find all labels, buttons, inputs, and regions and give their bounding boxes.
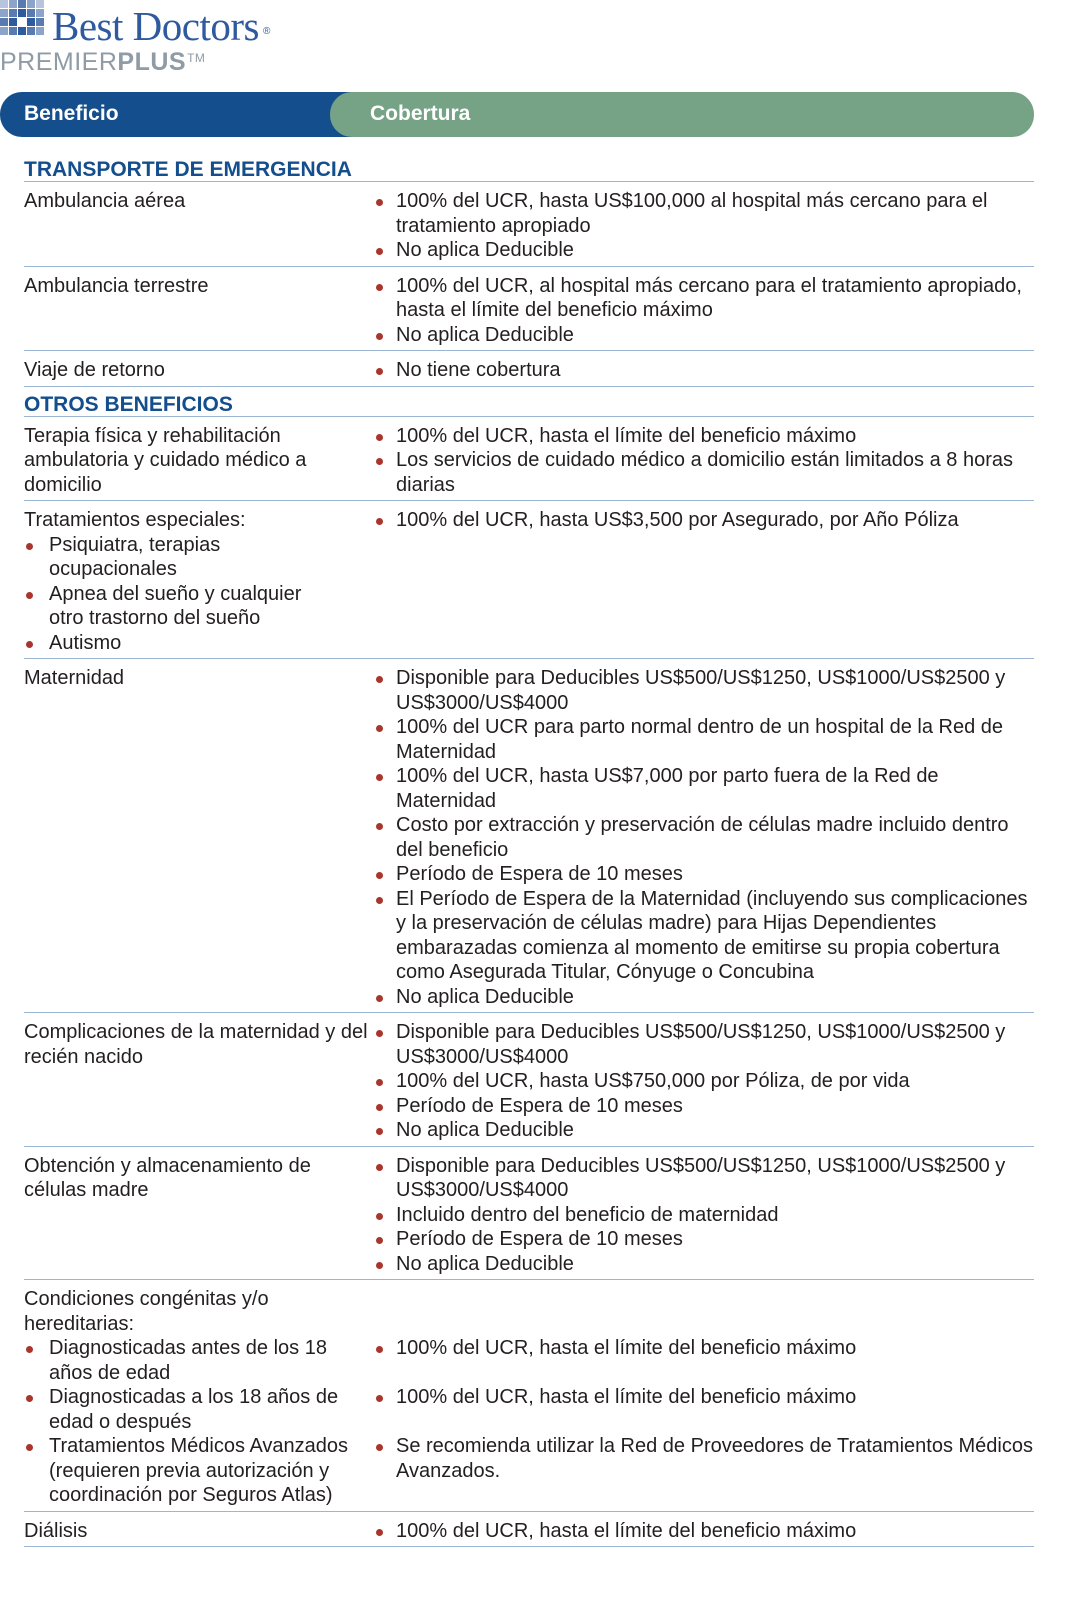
brand-subtitle	[0, 48, 205, 77]
coverage-item: No aplica Deducible	[372, 1252, 1034, 1277]
header-benefit	[0, 92, 380, 137]
benefit-label: Terapia física y rehabilitación ambulatoria y cuidado médico a domicilio	[24, 424, 307, 496]
bullet-icon	[376, 458, 383, 465]
coverage-cell	[370, 508, 1034, 655]
coverage-item: 100% del UCR, hasta US$750,000 por Póliza, de por vida	[372, 1069, 1034, 1094]
coverage-item: No aplica Deducible	[372, 1118, 1034, 1143]
bullet-icon	[26, 1395, 33, 1402]
coverage-item: Incluido dentro del beneficio de maternidad	[372, 1203, 1034, 1228]
bullet-icon	[376, 434, 383, 441]
header-coverage	[330, 92, 1034, 137]
bullet-icon	[26, 1444, 33, 1451]
bullet-icon	[376, 823, 383, 830]
coverage-cell	[370, 358, 1034, 383]
benefit-subitem: Psiquiatra, terapias ocupacionales	[24, 533, 324, 582]
benefit-subitem: Diagnosticadas antes de los 18 años de edad	[24, 1336, 354, 1385]
coverage-item: 100% del UCR para parto normal dentro de un hospital de la Red de Maternidad	[372, 715, 1034, 764]
coverage-item: Disponible para Deducibles US$500/US$1250, US$1000/US$2500 y US$3000/US$4000	[372, 1154, 1034, 1203]
bullet-icon	[26, 543, 33, 550]
coverage-cell	[370, 1519, 1034, 1544]
coverage-item: Disponible para Deducibles US$500/US$1250, US$1000/US$2500 y US$3000/US$4000	[372, 666, 1034, 715]
benefit-label: Tratamientos especiales:	[24, 509, 246, 531]
bullet-icon	[376, 248, 383, 255]
table-row-congenital	[24, 1280, 1034, 1512]
benefit-subitem: Tratamientos Médicos Avanzados (requieren previa autorización y coordinación por Seguros Atlas)	[24, 1434, 354, 1508]
bullet-icon	[376, 199, 383, 206]
brand-registered-mark: ®	[263, 26, 271, 37]
bullet-icon	[376, 1529, 383, 1536]
coverage-item: 100% del UCR, hasta US$3,500 por Asegurado, por Año Póliza	[372, 508, 1034, 533]
coverage-cell	[370, 189, 1034, 263]
benefit-label: Ambulancia terrestre	[24, 274, 209, 297]
bullet-icon	[376, 1213, 383, 1220]
coverage-cell	[370, 424, 1034, 498]
benefit-label: Maternidad	[24, 667, 125, 689]
benefit-label: Ambulancia aérea	[24, 190, 186, 212]
benefit-label: Condiciones congénitas y/o hereditarias:	[24, 1288, 269, 1335]
coverage-item: 100% del UCR, al hospital más cercano para el tratamiento apropiado, hasta el límite del beneficio máximo	[372, 274, 1034, 323]
table-row-air-ambulance	[24, 182, 1034, 267]
coverage-cell	[370, 274, 1034, 348]
coverage-item: No aplica Deducible	[372, 238, 1034, 263]
coverage-item: No tiene cobertura	[372, 358, 1034, 383]
bullet-icon	[26, 641, 33, 648]
table-row-complications	[24, 1013, 1034, 1147]
benefit-label: Obtención y almacenamiento de células madre	[24, 1154, 311, 1201]
bullet-icon	[376, 872, 383, 879]
bullet-icon	[376, 1030, 383, 1037]
table-row-stem-cells	[24, 1147, 1034, 1281]
table-row-maternity	[24, 659, 1034, 1013]
coverage-item: El Período de Espera de la Maternidad (incluyendo sus complicaciones y la preservación de células madre) para Hijas Dependientes embarazadas comienza al momento de emitirse su propia cobertura como Asegurada Titular, Cónyuge o Concubina	[372, 887, 1034, 985]
coverage-item: Los servicios de cuidado médico a domicilio están limitados a 8 horas diarias	[372, 448, 1034, 497]
coverage-item: 100% del UCR, hasta el límite del beneficio máximo	[372, 1385, 1034, 1410]
coverage-item: No aplica Deducible	[372, 985, 1034, 1010]
logo-grid-icon	[0, 0, 46, 40]
bullet-icon	[376, 774, 383, 781]
bullet-icon	[376, 1395, 383, 1402]
brand-name: Best Doctors	[52, 3, 259, 49]
benefit-subitem: Diagnosticadas a los 18 años de edad o después	[24, 1385, 354, 1434]
brand-logo	[0, 0, 300, 80]
table-row-therapy	[24, 417, 1034, 502]
coverage-cell	[370, 1020, 1034, 1143]
benefit-label: Complicaciones de la maternidad y del recién nacido	[24, 1021, 368, 1068]
bullet-icon	[376, 1104, 383, 1111]
bullet-icon	[376, 995, 383, 1002]
coverage-item: Período de Espera de 10 meses	[372, 1094, 1034, 1119]
coverage-cell	[370, 1287, 1034, 1508]
bullet-icon	[376, 1079, 383, 1086]
brand-sub-light: PREMIER	[0, 48, 118, 76]
coverage-item: 100% del UCR, hasta el límite del beneficio máximo	[372, 1336, 1034, 1361]
brand-sub-bold: PLUS	[117, 48, 187, 76]
bullet-icon	[376, 518, 383, 525]
coverage-item: Período de Espera de 10 meses	[372, 1227, 1034, 1252]
coverage-item: 100% del UCR, hasta el límite del beneficio máximo	[372, 1519, 1034, 1544]
bullet-icon	[376, 284, 383, 291]
bullet-icon	[376, 1444, 383, 1451]
coverage-item: 100% del UCR, hasta US$100,000 al hospital más cercano para el tratamiento apropiado	[372, 189, 1034, 238]
coverage-item: 100% del UCR, hasta el límite del beneficio máximo	[372, 424, 1034, 449]
bullet-icon	[376, 1164, 383, 1171]
benefits-table	[24, 152, 1034, 1547]
benefit-cell	[24, 508, 370, 655]
section-title-other: OTROS BENEFICIOS	[24, 387, 1034, 417]
table-row-ground-ambulance	[24, 267, 1034, 352]
coverage-item: Período de Espera de 10 meses	[372, 862, 1034, 887]
bullet-icon	[376, 676, 383, 683]
bullet-icon	[376, 725, 383, 732]
section-title-emergency: TRANSPORTE DE EMERGENCIA	[24, 152, 1034, 182]
header-coverage-label: Cobertura	[370, 102, 471, 125]
bullet-icon	[376, 1262, 383, 1269]
benefit-label: Viaje de retorno	[24, 359, 165, 381]
coverage-cell	[370, 666, 1034, 1009]
bullet-icon	[376, 1346, 383, 1353]
table-row-special-treatments	[24, 501, 1034, 659]
coverage-item: 100% del UCR, hasta US$7,000 por parto fuera de la Red de Maternidad	[372, 764, 1034, 813]
benefit-cell	[24, 1287, 370, 1508]
benefit-label: Diálisis	[24, 1519, 88, 1542]
bullet-icon	[376, 333, 383, 340]
bullet-icon	[26, 592, 33, 599]
bullet-icon	[376, 1237, 383, 1244]
coverage-cell	[370, 1154, 1034, 1277]
bullet-icon	[376, 368, 383, 375]
benefit-subitem: Autismo	[24, 631, 324, 656]
brand-trademark: TM	[187, 51, 206, 65]
table-row-dialysis	[24, 1512, 1034, 1548]
coverage-item: Disponible para Deducibles US$500/US$1250, US$1000/US$2500 y US$3000/US$4000	[372, 1020, 1034, 1069]
bullet-icon	[26, 1346, 33, 1353]
coverage-item: Costo por extracción y preservación de células madre incluido dentro del beneficio	[372, 813, 1034, 862]
coverage-item: No aplica Deducible	[372, 323, 1034, 348]
benefit-subitem: Apnea del sueño y cualquier otro trastorno del sueño	[24, 582, 324, 631]
coverage-item: Se recomienda utilizar la Red de Proveedores de Tratamientos Médicos Avanzados.	[372, 1434, 1034, 1483]
table-row-return-trip	[24, 351, 1034, 387]
bullet-icon	[376, 1128, 383, 1135]
bullet-icon	[376, 897, 383, 904]
header-benefit-label: Beneficio	[24, 102, 119, 125]
